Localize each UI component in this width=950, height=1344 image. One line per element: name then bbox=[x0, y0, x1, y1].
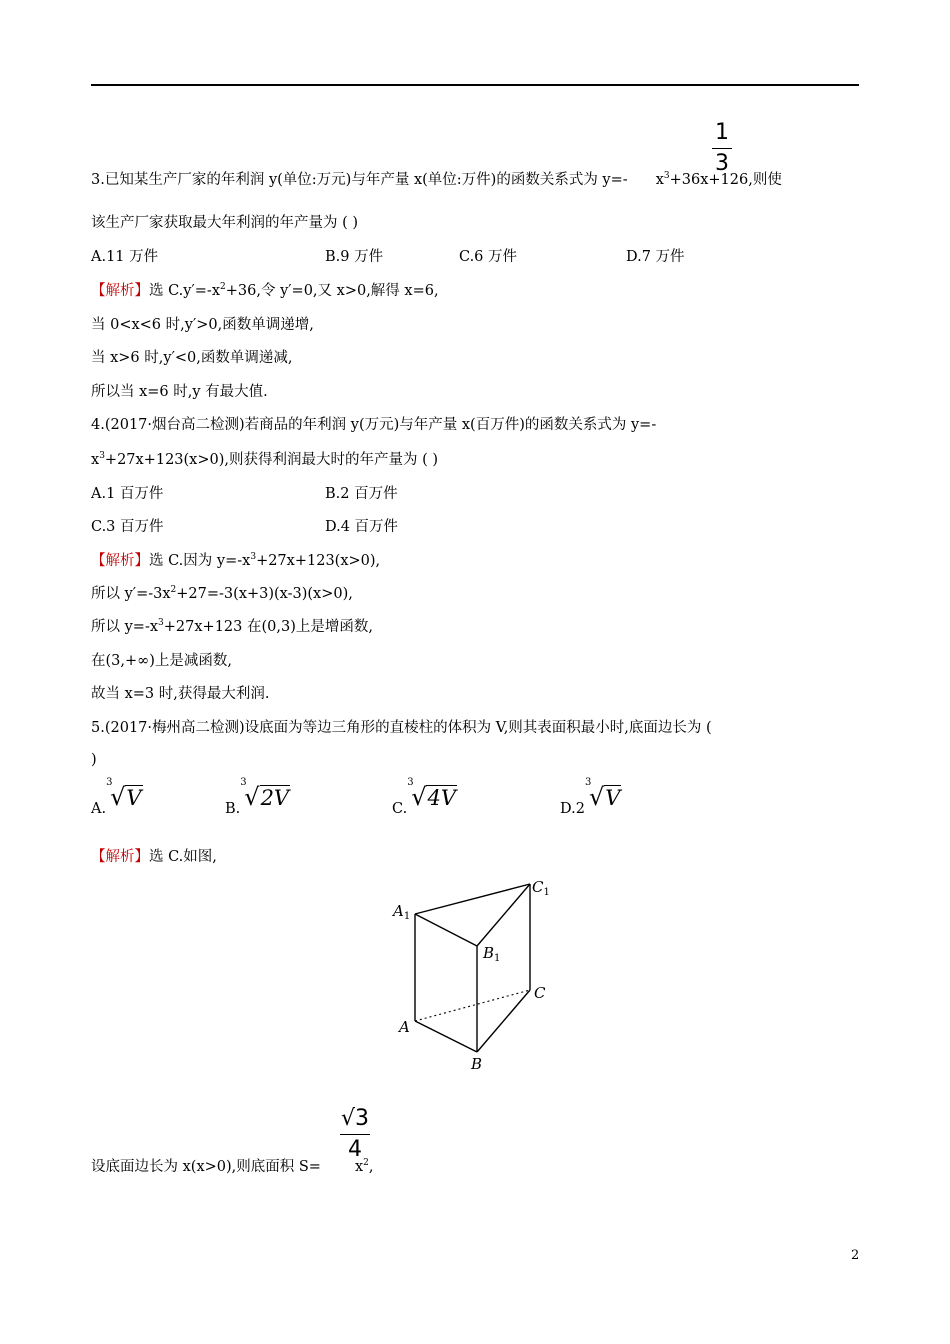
superscript-3: 3 bbox=[158, 618, 164, 628]
area-text-end: , bbox=[368, 1159, 374, 1175]
fraction-numerator: 1 bbox=[715, 120, 729, 145]
q4-solution-3 bbox=[91, 615, 373, 636]
q4-option-d: D.4 百万件 bbox=[325, 519, 399, 535]
option-label: C. bbox=[392, 801, 408, 817]
radicand: 4V bbox=[427, 786, 457, 810]
q4-option-c: C.3 百万件 bbox=[91, 519, 164, 535]
q5-option-c bbox=[392, 777, 457, 817]
cube-root bbox=[106, 777, 142, 811]
fraction-numerator: √3 bbox=[340, 1106, 369, 1131]
q3-text-x: x bbox=[655, 172, 664, 188]
q4-sol-text-b: +27x+123(x>0), bbox=[256, 553, 381, 569]
q5-area-line bbox=[91, 1155, 373, 1176]
q4-sol2-text-b: +27=-3(x+3)(x-3)(x>0), bbox=[176, 586, 353, 602]
q5-line-1: 5.(2017·梅州高二检测)设底面为等边三角形的直棱柱的体积为 V,则其表面积最小时,底面边长为 ( bbox=[91, 720, 712, 736]
q3-text-a: 3.已知某生产厂家的年利润 y(单位:万元)与年产量 x bbox=[91, 172, 423, 188]
q4-sol3-text-b: +27x+123 在(0,3)上是增函数, bbox=[163, 619, 373, 635]
q3-option-a: A.11 万件 bbox=[91, 249, 159, 265]
q4-solution-2 bbox=[91, 582, 353, 603]
q3-solution-2: 当 0<x<6 时,y′>0,函数单调递增, bbox=[91, 317, 314, 333]
q3-solution-3: 当 x>6 时,y′<0,函数单调递减, bbox=[91, 350, 293, 366]
cube-root bbox=[584, 777, 621, 811]
fraction-bar bbox=[712, 148, 732, 149]
q3-option-b: B.9 万件 bbox=[325, 249, 384, 265]
solution-tag: 【解析】 bbox=[91, 283, 149, 299]
superscript-2: 2 bbox=[220, 282, 226, 292]
q3-line-2: 该生产厂家获取最大年利润的年产量为 ( ) bbox=[91, 215, 359, 231]
radical-sign: √ bbox=[110, 783, 126, 811]
q4-line-2 bbox=[91, 448, 438, 469]
q4-solution-4: 在(3,+∞)上是减函数, bbox=[91, 653, 232, 669]
q4-sol-text-a: 选 C.因为 y=-x bbox=[149, 553, 251, 569]
area-text-a: 设底面边长为 x(x>0),则底面积 S= bbox=[91, 1159, 321, 1175]
label-a: A bbox=[399, 1018, 410, 1036]
q3-text-c: +36x+126,则使 bbox=[669, 172, 782, 188]
superscript-3: 3 bbox=[663, 171, 670, 181]
fraction-bar bbox=[340, 1134, 370, 1135]
edge-a-b bbox=[415, 1021, 477, 1052]
q5-option-d bbox=[560, 777, 621, 817]
radicand: 2V bbox=[260, 786, 290, 810]
option-label: B. bbox=[225, 801, 241, 817]
label-a1: $A_1$ bbox=[393, 902, 411, 922]
option-label: A. bbox=[91, 801, 107, 817]
cube-root bbox=[407, 777, 457, 811]
q3-option-d: D.7 万件 bbox=[626, 249, 685, 265]
option-label: D.2 bbox=[560, 801, 585, 817]
superscript-2: 2 bbox=[363, 1158, 369, 1168]
prism-figure bbox=[385, 870, 585, 1080]
radical-sign: √ bbox=[244, 783, 260, 811]
q4-solution-5: 故当 x=3 时,获得最大利润. bbox=[91, 686, 270, 702]
q5-option-a bbox=[91, 777, 143, 817]
q3-text-b: (单位:万件)的函数关系式为 y=- bbox=[422, 172, 628, 188]
q4-text-b: +27x+123(x>0),则获得利润最大时的年产量为 ( ) bbox=[104, 452, 439, 468]
fraction-denominator: 3 bbox=[715, 151, 729, 177]
superscript-3: 3 bbox=[250, 552, 257, 562]
solution-tag: 【解析】 bbox=[91, 849, 149, 865]
q5-option-b bbox=[225, 777, 290, 817]
root-index: 3 bbox=[407, 777, 414, 788]
label-c: C bbox=[534, 984, 546, 1002]
edge-a-c-hidden bbox=[415, 990, 530, 1021]
root-index: 3 bbox=[240, 777, 247, 788]
edge-a1-b1 bbox=[415, 914, 477, 946]
q5-sol-text: 选 C.如图, bbox=[149, 849, 217, 865]
q4-text-x: x bbox=[91, 452, 100, 468]
label-c1: $C_1$ bbox=[532, 878, 550, 898]
q4-solution-1 bbox=[91, 549, 380, 570]
radicand: V bbox=[126, 786, 142, 810]
solution-tag: 【解析】 bbox=[91, 553, 149, 569]
superscript-2: 2 bbox=[170, 585, 177, 595]
edge-b1-c1 bbox=[477, 884, 530, 946]
q3-line-1 bbox=[91, 168, 782, 189]
area-text-x: x bbox=[354, 1159, 364, 1175]
q3-solution-4: 所以当 x=6 时,y 有最大值. bbox=[91, 384, 268, 400]
q5-solution-1 bbox=[91, 845, 217, 866]
radical-sign: √ bbox=[411, 783, 427, 811]
root-index: 3 bbox=[584, 777, 592, 788]
root-index: 3 bbox=[106, 777, 113, 788]
label-b: B bbox=[471, 1055, 483, 1073]
superscript-3: 3 bbox=[99, 451, 105, 461]
q3-solution-1 bbox=[91, 279, 439, 300]
edge-a1-c1 bbox=[415, 884, 530, 914]
fraction-denominator: 4 bbox=[348, 1137, 362, 1163]
q5-line-2: ) bbox=[91, 752, 97, 768]
q3-sol-text-a: 选 C.y′=-x bbox=[149, 283, 221, 299]
page-number: 2 bbox=[851, 1248, 860, 1263]
cube-root bbox=[240, 777, 290, 811]
q4-option-a: A.1 百万件 bbox=[91, 486, 164, 502]
radical-sign: √ bbox=[588, 783, 605, 811]
q4-option-b: B.2 百万件 bbox=[325, 486, 398, 502]
q4-sol2-text-a: 所以 y′=-3x bbox=[91, 586, 171, 602]
q4-line-1: 4.(2017·烟台高二检测)若商品的年利润 y(万元)与年产量 x(百万件)的函数关系式为 y=- bbox=[91, 417, 657, 433]
edge-b-c bbox=[477, 990, 530, 1052]
q3-sol-text-b: +36,令 y′=0,又 x>0,解得 x=6, bbox=[225, 283, 439, 299]
q4-sol3-text-a: 所以 y=-x bbox=[91, 619, 159, 635]
header-rule bbox=[91, 84, 859, 86]
label-b1: $B_1$ bbox=[483, 944, 501, 964]
q3-option-c: C.6 万件 bbox=[459, 249, 518, 265]
radicand: V bbox=[605, 786, 621, 810]
